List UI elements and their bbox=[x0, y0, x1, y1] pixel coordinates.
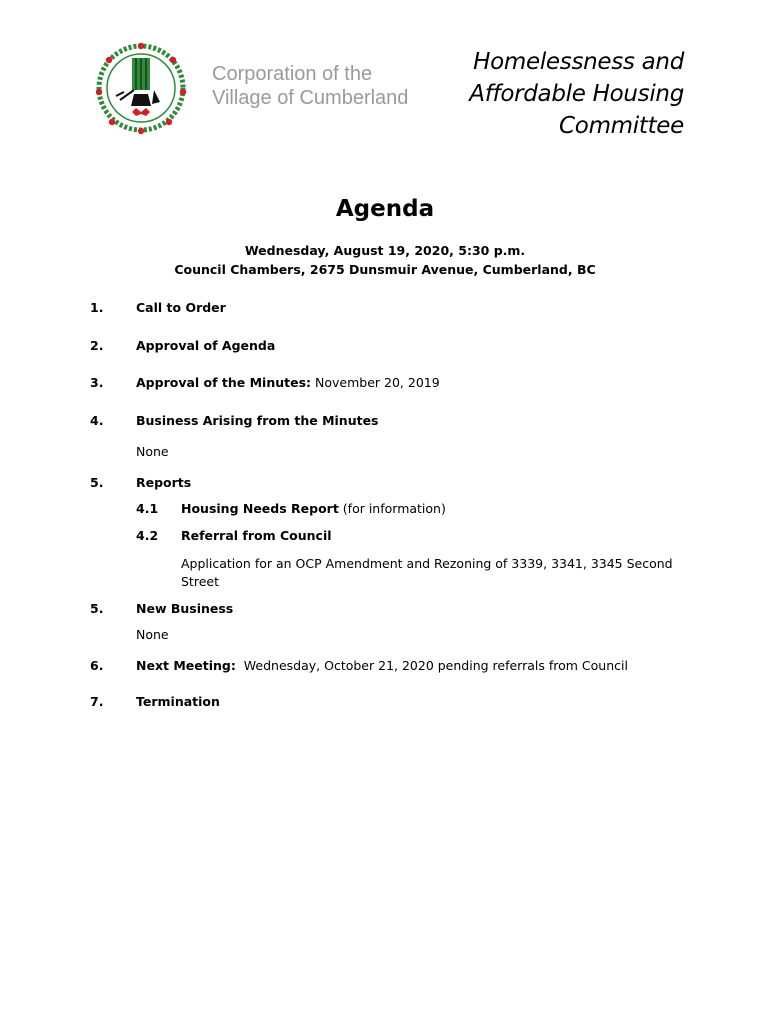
org-line-1: Corporation of the bbox=[212, 63, 373, 85]
subitem-detail: (for information) bbox=[342, 501, 446, 516]
subitem-content bbox=[181, 501, 446, 516]
subitem-number: 4.1 bbox=[136, 501, 159, 516]
item-label: Reports bbox=[136, 475, 192, 490]
committee-name bbox=[424, 46, 684, 142]
item-number: 1. bbox=[90, 300, 104, 315]
item-number: 5. bbox=[90, 475, 104, 490]
item-label: Approval of the Minutes: bbox=[136, 375, 312, 390]
meeting-date-time: Wednesday, August 19, 2020, 5:30 p.m. bbox=[244, 243, 526, 258]
item-label: Next Meeting: bbox=[136, 658, 236, 673]
item-note: None bbox=[136, 627, 169, 642]
item-number: 4. bbox=[90, 413, 104, 428]
item-content bbox=[136, 375, 440, 390]
subitem-note: Application for an OCP Amendment and Rezoning of 3339, 3341, 3345 Second Street bbox=[181, 556, 673, 589]
item-number: 3. bbox=[90, 375, 104, 390]
committee-line-3: Committee bbox=[559, 113, 684, 139]
item-detail: November 20, 2019 bbox=[315, 375, 440, 390]
subitem-label: Referral from Council bbox=[181, 528, 332, 543]
page-title: Agenda bbox=[335, 196, 435, 222]
subitem-label: Housing Needs Report bbox=[181, 501, 339, 516]
org-line-2: Village of Cumberland bbox=[212, 87, 409, 109]
item-number: 5. bbox=[90, 601, 104, 616]
item-label: Call to Order bbox=[136, 300, 226, 315]
meeting-location: Council Chambers, 2675 Dunsmuir Avenue, Cumberland, BC bbox=[174, 262, 596, 277]
village-seal-icon bbox=[96, 42, 186, 134]
item-note: None bbox=[136, 444, 169, 459]
item-label: Business Arising from the Minutes bbox=[136, 413, 379, 428]
item-label: New Business bbox=[136, 601, 234, 616]
item-number: 6. bbox=[90, 658, 104, 673]
committee-line-1: Homelessness and bbox=[473, 49, 684, 75]
item-number: 2. bbox=[90, 338, 104, 353]
organization-name bbox=[212, 62, 408, 110]
item-label: Approval of Agenda bbox=[136, 338, 276, 353]
item-detail: Wednesday, October 21, 2020 pending referrals from Council bbox=[243, 658, 628, 673]
committee-line-2: Affordable Housing bbox=[469, 81, 684, 107]
subitem-number: 4.2 bbox=[136, 528, 159, 543]
item-content bbox=[136, 658, 628, 673]
item-number: 7. bbox=[90, 694, 104, 709]
item-label: Termination bbox=[136, 694, 220, 709]
